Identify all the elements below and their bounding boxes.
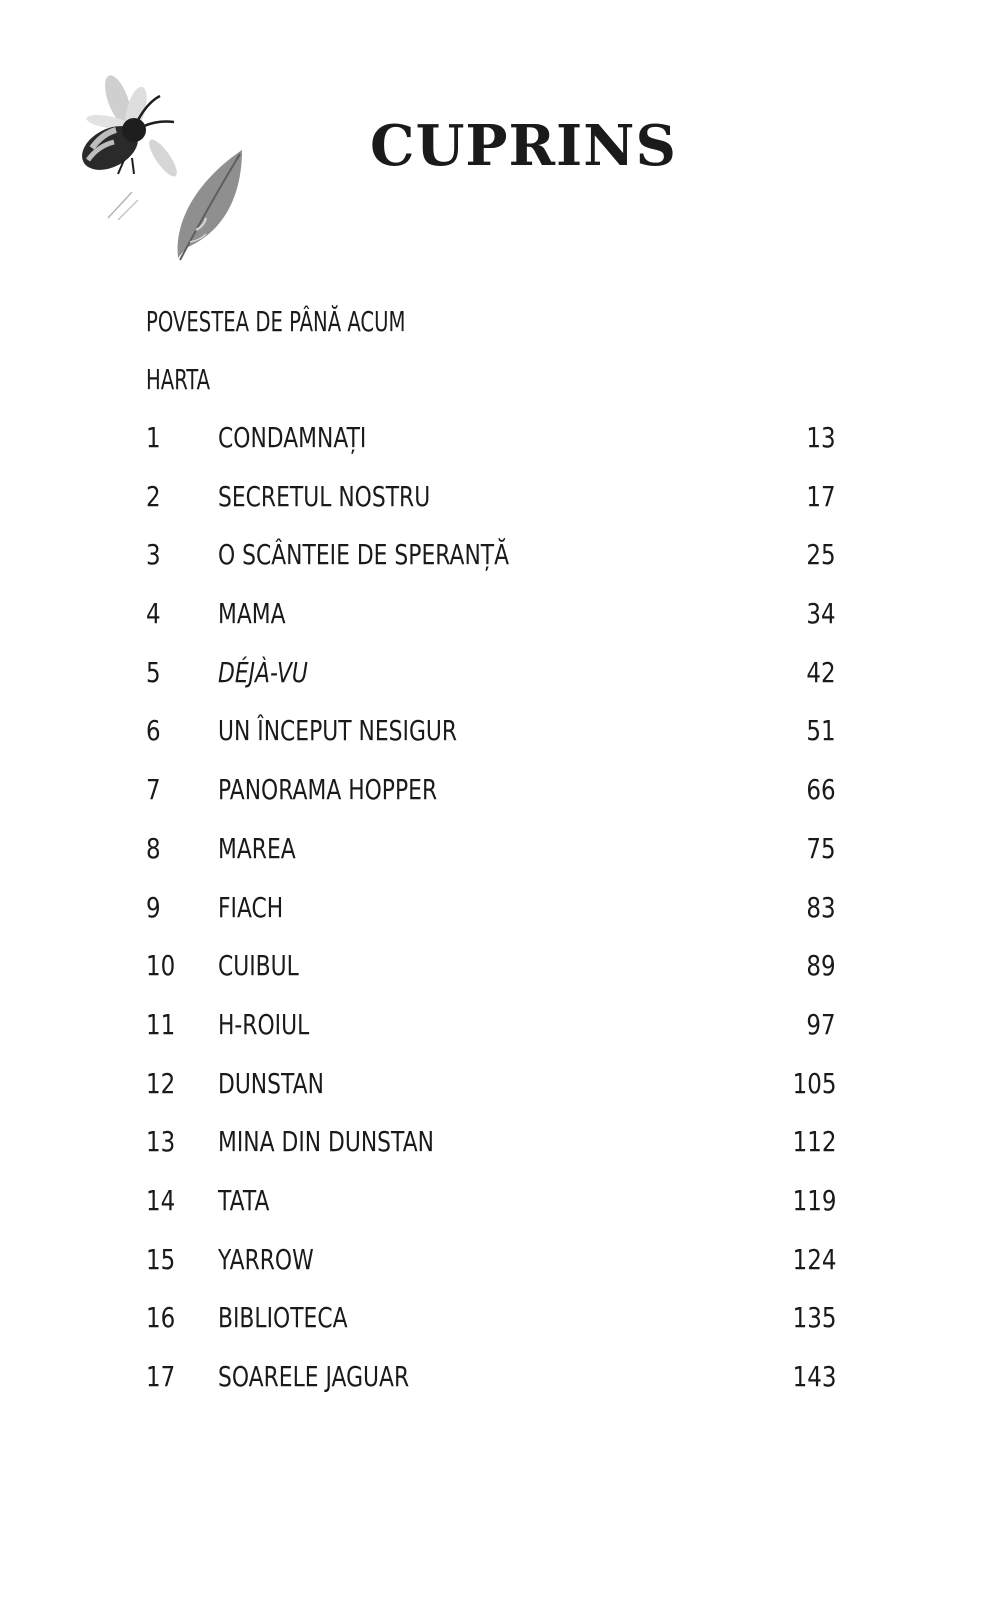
chapter-page: 143: [792, 1360, 836, 1393]
toc-row: [146, 1064, 836, 1123]
chapter-title: O SCÂNTEIE DE SPERANȚĂ: [218, 538, 510, 572]
front-matter-item: POVESTEA DE PÂNĂ ACUM: [146, 305, 406, 338]
chapter-page: 34: [806, 597, 836, 631]
chapter-number: 2: [146, 479, 161, 513]
chapter-page: 89: [806, 949, 836, 983]
chapter-page: 17: [806, 479, 836, 513]
chapter-page: 105: [792, 1066, 836, 1100]
chapter-number: 7: [146, 773, 161, 807]
toc-row: [146, 1181, 836, 1240]
chapter-title: TATA: [218, 1183, 270, 1217]
chapter-title: MINA DIN DUNSTAN: [218, 1125, 434, 1159]
chapter-title: CUIBUL: [218, 949, 299, 983]
chapter-page: 119: [792, 1183, 836, 1217]
chapter-number: 14: [146, 1183, 176, 1217]
chapter-page: 42: [806, 655, 836, 689]
chapter-number: 15: [146, 1242, 176, 1276]
chapter-page: 83: [806, 890, 836, 924]
chapter-number: 5: [146, 655, 161, 689]
chapter-number: 1: [146, 421, 161, 454]
chapter-page: 112: [792, 1125, 836, 1159]
chapter-number: 3: [146, 538, 161, 572]
chapter-page: 66: [806, 773, 836, 807]
chapter-title: BIBLIOTECA: [218, 1301, 348, 1335]
chapter-number: 4: [146, 597, 161, 631]
chapter-title: DUNSTAN: [218, 1066, 324, 1100]
toc-row: [146, 1005, 836, 1064]
toc-row: [146, 477, 836, 536]
toc-row: [146, 1298, 836, 1357]
toc-row: [146, 1122, 836, 1181]
chapter-number: 8: [146, 831, 161, 865]
chapter-title: UN ÎNCEPUT NESIGUR: [218, 714, 458, 748]
chapter-page: 124: [792, 1242, 836, 1276]
bee-icon: [78, 72, 181, 220]
bee-and-feather-illustration: [78, 70, 258, 270]
toc-row: [146, 535, 836, 594]
toc-row: [146, 711, 836, 770]
chapter-number: 11: [146, 1007, 176, 1041]
chapter-number: 12: [146, 1066, 176, 1100]
chapter-page: 97: [806, 1007, 836, 1041]
toc-row: [146, 1240, 836, 1299]
toc-row: [146, 594, 836, 653]
chapter-title: PANORAMA HOPPER: [218, 773, 438, 807]
chapter-number: 6: [146, 714, 161, 748]
feather-icon: [178, 150, 242, 260]
chapter-number: 16: [146, 1301, 176, 1335]
chapter-title: SECRETUL NOSTRU: [218, 479, 431, 513]
page-title: CUPRINS: [370, 113, 677, 179]
toc-row: [146, 653, 836, 712]
chapter-title: MAREA: [218, 831, 296, 865]
chapter-title: H-ROIUL: [218, 1007, 310, 1041]
toc-row: [146, 770, 836, 829]
chapter-page: 25: [806, 538, 836, 572]
chapter-page: 75: [806, 831, 836, 865]
chapter-title: SOARELE JAGUAR: [218, 1360, 410, 1393]
chapter-page: 135: [792, 1301, 836, 1335]
toc-row: [146, 888, 836, 947]
chapter-title: YARROW: [218, 1242, 314, 1276]
front-matter-list: [146, 302, 479, 418]
chapter-title: CONDAMNAȚI: [218, 421, 367, 454]
toc-row: [146, 418, 836, 477]
chapter-title: MAMA: [218, 597, 286, 631]
front-matter-item: HARTA: [146, 363, 211, 396]
chapter-number: 17: [146, 1360, 176, 1393]
chapter-title: FIACH: [218, 890, 284, 924]
chapter-page: 13: [806, 421, 836, 454]
toc-row: [146, 1357, 836, 1416]
table-of-contents: [146, 418, 836, 1416]
chapter-title: DÉJÀ-VU: [218, 655, 308, 689]
chapter-number: 9: [146, 890, 161, 924]
chapter-page: 51: [806, 714, 836, 748]
chapter-number: 10: [146, 949, 176, 983]
chapter-number: 13: [146, 1125, 176, 1159]
toc-row: [146, 946, 836, 1005]
toc-row: [146, 829, 836, 888]
